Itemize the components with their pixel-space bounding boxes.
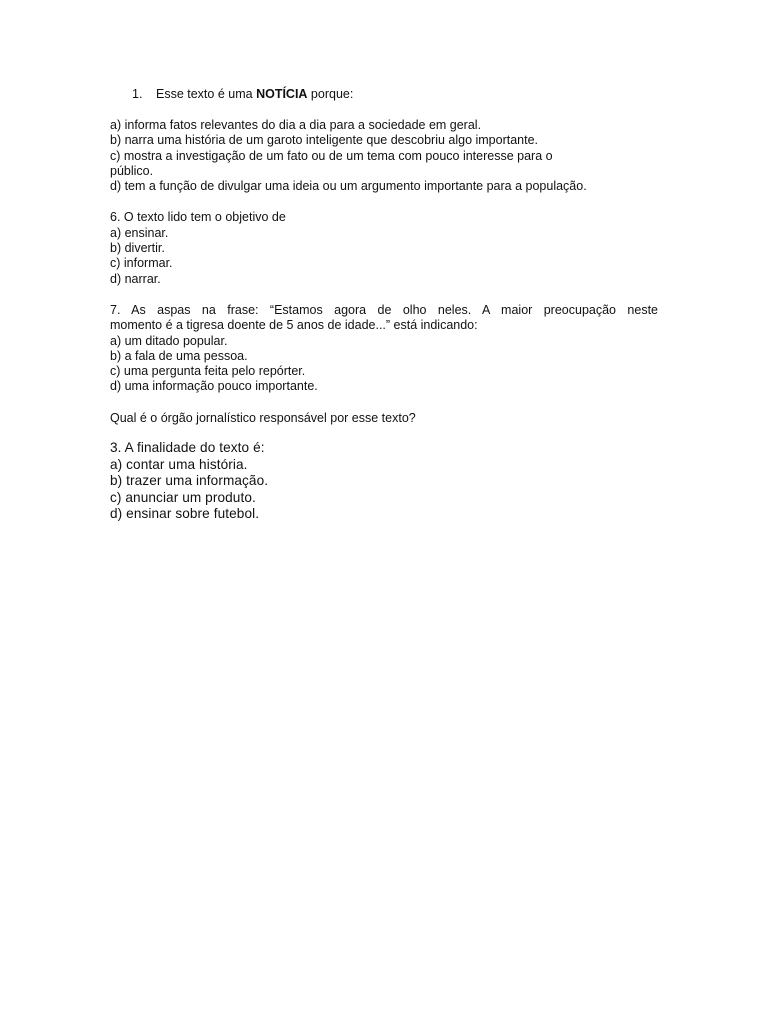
- question-7-option-d: d) uma informação pouco importante.: [110, 379, 318, 394]
- question-7-text-line-2: momento é a tigresa doente de 5 anos de idade...” está indicando:: [110, 318, 478, 333]
- question-3-text: 3. A finalidade do texto é:: [110, 440, 265, 456]
- question-7-text-line-1: 7. As aspas na frase: “Estamos agora de olho neles. A maior preocupação neste: [110, 302, 658, 317]
- question-1-option-b: b) narra uma história de um garoto inteligente que descobriu algo importante.: [110, 133, 539, 148]
- question-1-heading: [132, 87, 658, 102]
- question-7-option-b: b) a fala de uma pessoa.: [110, 348, 248, 363]
- question-6: [110, 210, 658, 286]
- question-1-number: 1.: [132, 87, 143, 101]
- question-6-text: 6. O texto lido tem o objetivo de: [110, 210, 286, 225]
- question-7: [110, 303, 658, 395]
- question-1-prefix: Esse texto é uma: [156, 87, 257, 101]
- question-3-option-b: b) trazer uma informação.: [110, 473, 269, 489]
- question-6-option-a: a) ensinar.: [110, 225, 169, 240]
- question-1-options: [110, 118, 658, 194]
- question-3-option-d: d) ensinar sobre futebol.: [110, 506, 260, 522]
- question-7-option-a: a) um ditado popular.: [110, 333, 228, 348]
- question-3-option-c: c) anunciar um produto.: [110, 489, 256, 505]
- question-7-option-c: c) uma pergunta feita pelo repórter.: [110, 364, 306, 379]
- document-content: [110, 87, 658, 523]
- question-6-option-b: b) divertir.: [110, 241, 165, 256]
- question-6-option-d: d) narrar.: [110, 271, 161, 286]
- question-1-option-c-continued: público.: [110, 163, 154, 178]
- question-3-option-a: a) contar uma história.: [110, 456, 248, 472]
- question-extra-text: Qual é o órgão jornalístico responsável por esse texto?: [110, 410, 416, 425]
- question-1-option-d: d) tem a função de divulgar uma ideia ou um argumento importante para a população.: [110, 179, 587, 194]
- question-1-bold-word: NOTÍCIA: [256, 87, 308, 101]
- question-3: [110, 440, 658, 523]
- question-1-option-c: c) mostra a investigação de um fato ou de um tema com pouco interesse para o: [110, 148, 553, 163]
- question-extra: [110, 411, 658, 426]
- question-1-suffix: porque:: [307, 87, 354, 101]
- question-1-option-a: a) informa fatos relevantes do dia a dia para a sociedade em geral.: [110, 118, 482, 132]
- question-6-option-c: c) informar.: [110, 256, 173, 271]
